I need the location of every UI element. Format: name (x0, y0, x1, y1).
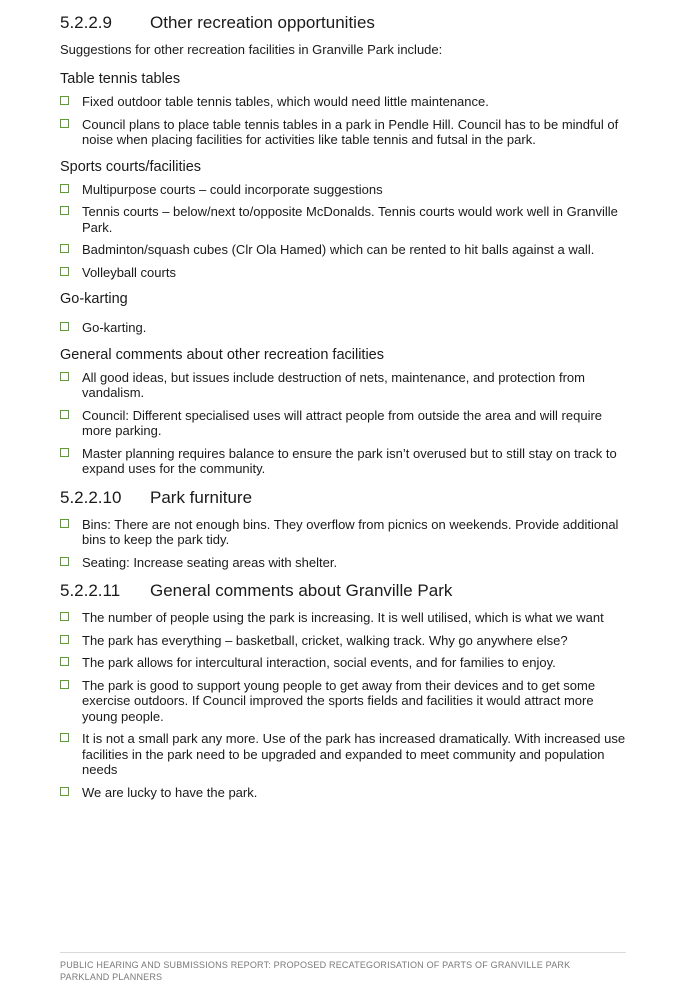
list-item (60, 182, 630, 198)
checkbox-icon (60, 680, 69, 689)
checkbox-icon (60, 635, 69, 644)
list-item-text: The number of people using the park is increasing. It is well utilised, which is what we want (82, 610, 604, 625)
list-item-text: Fixed outdoor table tennis tables, which would need little maintenance. (82, 94, 489, 109)
list-item-text: Council plans to place table tennis tables in a park in Pendle Hill. Council has to be mindful of noise when placing facilities for activities like table tennis and futsal in the park. (82, 116, 619, 147)
checkbox-icon (60, 372, 69, 381)
bullet-list (60, 370, 630, 477)
list-item (60, 408, 630, 439)
list-item (60, 678, 630, 725)
section-heading (60, 487, 630, 509)
bullet-list (60, 94, 630, 148)
section-general-comments-park (60, 580, 630, 800)
list-item-text: The park allows for intercultural interaction, social events, and for families to enjoy. (82, 655, 556, 670)
subheading-go-karting: Go-karting (60, 291, 128, 307)
subheading-sports-courts: Sports courts/facilities (60, 158, 202, 175)
footer-company: PARKLAND PLANNERS (60, 972, 163, 982)
checkbox-icon (60, 206, 69, 215)
list-item-text: It is not a small park any more. Use of the park has increased dramatically. With increased use facilities in the park need to be upgraded and expanded to meet community and population needs (82, 731, 626, 777)
bullet-list (60, 320, 630, 336)
list-item (60, 731, 630, 778)
section-number: 5.2.2.9 (60, 13, 112, 32)
list-item (60, 370, 630, 401)
checkbox-icon (60, 519, 69, 528)
list-item-text: All good ideas, but issues include destruction of nets, maintenance, and protection from vandalism. (82, 369, 585, 400)
list-item (60, 555, 630, 571)
checkbox-icon (60, 448, 69, 457)
section-number: 5.2.2.10 (60, 487, 122, 507)
bullet-list (60, 610, 630, 800)
checkbox-icon (60, 787, 69, 796)
list-item-text: Volleyball courts (82, 264, 176, 280)
list-item (60, 446, 630, 477)
bullet-list (60, 182, 630, 281)
list-item (60, 204, 630, 235)
list-item-text: Bins: There are not enough bins. They overflow from picnics on weekends. Provide additional bins to keep the park tidy. (82, 516, 619, 547)
page-footer (60, 952, 626, 983)
checkbox-icon (60, 96, 69, 105)
list-item (60, 655, 630, 671)
section-title: General comments about Granville Park (150, 581, 453, 600)
list-item-text: Council: Different specialised uses will attract people from outside the area and will require more parking. (82, 407, 603, 438)
page-content (60, 12, 630, 810)
section-heading (60, 12, 630, 34)
bullet-list (60, 517, 630, 571)
list-item-text: Go-karting. (82, 320, 147, 335)
list-item (60, 94, 630, 110)
list-item-text: Badminton/squash cubes (Clr Ola Hamed) which can be rented to hit balls against a wall. (82, 242, 595, 257)
list-item (60, 265, 630, 281)
section-other-recreation (60, 12, 630, 477)
list-item (60, 517, 630, 548)
checkbox-icon (60, 612, 69, 621)
checkbox-icon (60, 322, 69, 331)
section-number: 5.2.2.11 (60, 581, 121, 600)
list-item-text: Multipurpose courts – could incorporate suggestions (82, 181, 383, 197)
list-item-text: We are lucky to have the park. (82, 784, 258, 800)
checkbox-icon (60, 733, 69, 742)
section-title: Other recreation opportunities (150, 13, 375, 32)
section-intro: Suggestions for other recreation facilities in Granville Park include: (60, 42, 443, 57)
subheading-table-tennis: Table tennis tables (60, 71, 181, 87)
checkbox-icon (60, 244, 69, 253)
checkbox-icon (60, 657, 69, 666)
section-heading (60, 580, 630, 602)
checkbox-icon (60, 119, 69, 128)
list-item (60, 320, 630, 336)
checkbox-icon (60, 557, 69, 566)
checkbox-icon (60, 267, 69, 276)
list-item (60, 610, 630, 626)
checkbox-icon (60, 410, 69, 419)
section-park-furniture (60, 487, 630, 571)
footer-report-title: PUBLIC HEARING AND SUBMISSIONS REPORT: PROPOSED RECATEGORISATION OF PARTS OF GRANVILLE PARK (60, 960, 571, 970)
list-item (60, 117, 630, 148)
list-item-text: Master planning requires balance to ensure the park isn’t overused but to still stay on track to expand uses for the community. (82, 445, 617, 476)
list-item-text: The park has everything – basketball, cricket, walking track. Why go anywhere else? (82, 632, 568, 648)
list-item-text: Seating: Increase seating areas with shelter. (82, 554, 338, 570)
section-title: Park furniture (150, 487, 253, 507)
list-item (60, 633, 630, 649)
list-item (60, 785, 630, 801)
subheading-general-comments-recreation: General comments about other recreation facilities (60, 346, 384, 363)
list-item (60, 242, 630, 258)
list-item-text: Tennis courts – below/next to/opposite McDonalds. Tennis courts would work well in Granville Park. (82, 204, 618, 235)
list-item-text: The park is good to support young people to get away from their devices and to get some exercise outdoors. If Council improved the sports fields and facilities it would attract more young people. (82, 677, 596, 724)
checkbox-icon (60, 184, 69, 193)
